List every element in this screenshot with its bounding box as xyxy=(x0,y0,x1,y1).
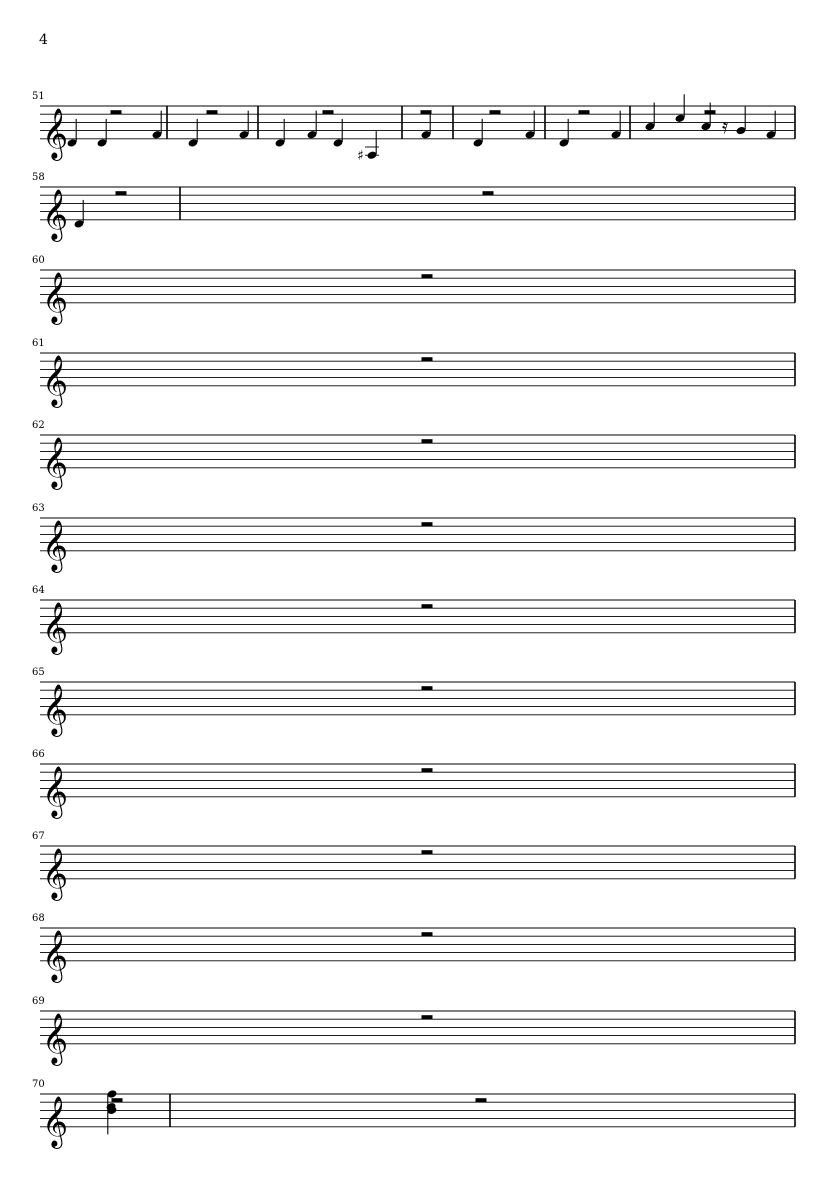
staff-system xyxy=(32,91,795,164)
whole-rest xyxy=(422,686,433,690)
whole-rest xyxy=(476,1098,487,1102)
whole-rest xyxy=(490,110,501,114)
staff-system xyxy=(32,1079,795,1149)
staff-system xyxy=(32,831,795,901)
measure-number: 64 xyxy=(32,585,45,596)
whole-rest xyxy=(705,110,716,114)
staff-system xyxy=(32,667,795,737)
measure-number: 61 xyxy=(32,338,45,349)
whole-rest xyxy=(422,850,433,854)
page-number: 4 xyxy=(39,32,48,48)
staff-system xyxy=(32,503,795,573)
measure-number: 68 xyxy=(32,913,45,924)
staff-system xyxy=(32,338,795,408)
staff-system xyxy=(32,913,795,983)
whole-rest xyxy=(422,768,433,772)
measure-number: 58 xyxy=(32,172,45,183)
staff-system xyxy=(32,749,795,819)
measure-number: 62 xyxy=(32,420,45,431)
whole-rest xyxy=(422,1015,433,1019)
treble-clef-icon: 𝄞 xyxy=(42,519,69,571)
whole-rest xyxy=(422,439,433,443)
treble-clef-icon: 𝄞 xyxy=(42,601,69,653)
staff-system xyxy=(32,585,795,655)
measure-number: 67 xyxy=(32,831,45,842)
whole-rest xyxy=(422,522,433,526)
treble-clef-icon: 𝄞 xyxy=(42,929,69,981)
sixteenth-rest-icon: 𝄿 xyxy=(722,114,729,138)
measure-number: 65 xyxy=(32,667,45,678)
measure-number: 63 xyxy=(32,503,45,514)
whole-rest xyxy=(207,110,218,114)
treble-clef-icon: 𝄞 xyxy=(42,436,69,488)
measure-number: 66 xyxy=(32,749,45,760)
whole-rest xyxy=(422,932,433,936)
whole-rest xyxy=(422,604,433,608)
whole-rest xyxy=(579,110,590,114)
staff-system xyxy=(32,255,795,325)
whole-rest xyxy=(422,357,433,361)
treble-clef-icon: 𝄞 xyxy=(42,1095,69,1147)
treble-clef-icon: 𝄞 xyxy=(42,847,69,899)
measure-number: 60 xyxy=(32,255,45,266)
whole-rest xyxy=(422,274,433,278)
measure-number: 51 xyxy=(32,91,45,102)
staff-system xyxy=(32,996,795,1066)
treble-clef-icon: 𝄞 xyxy=(42,354,69,406)
treble-clef-icon: 𝄞 xyxy=(42,765,69,817)
whole-rest xyxy=(112,1098,123,1102)
measure-number: 70 xyxy=(32,1079,45,1090)
treble-clef-icon: 𝄞 xyxy=(42,107,69,159)
whole-rest xyxy=(111,110,122,114)
treble-clef-icon: 𝄞 xyxy=(42,1012,69,1064)
treble-clef-icon: 𝄞 xyxy=(42,271,69,323)
sharp-icon: ♯ xyxy=(357,148,364,165)
treble-clef-icon: 𝄞 xyxy=(42,188,69,240)
treble-clef-icon: 𝄞 xyxy=(42,683,69,735)
staff-system xyxy=(32,420,795,490)
measure-number: 69 xyxy=(32,996,45,1007)
staff-system xyxy=(32,172,795,242)
whole-rest xyxy=(483,191,494,195)
whole-rest xyxy=(323,110,334,114)
whole-rest xyxy=(116,191,127,195)
